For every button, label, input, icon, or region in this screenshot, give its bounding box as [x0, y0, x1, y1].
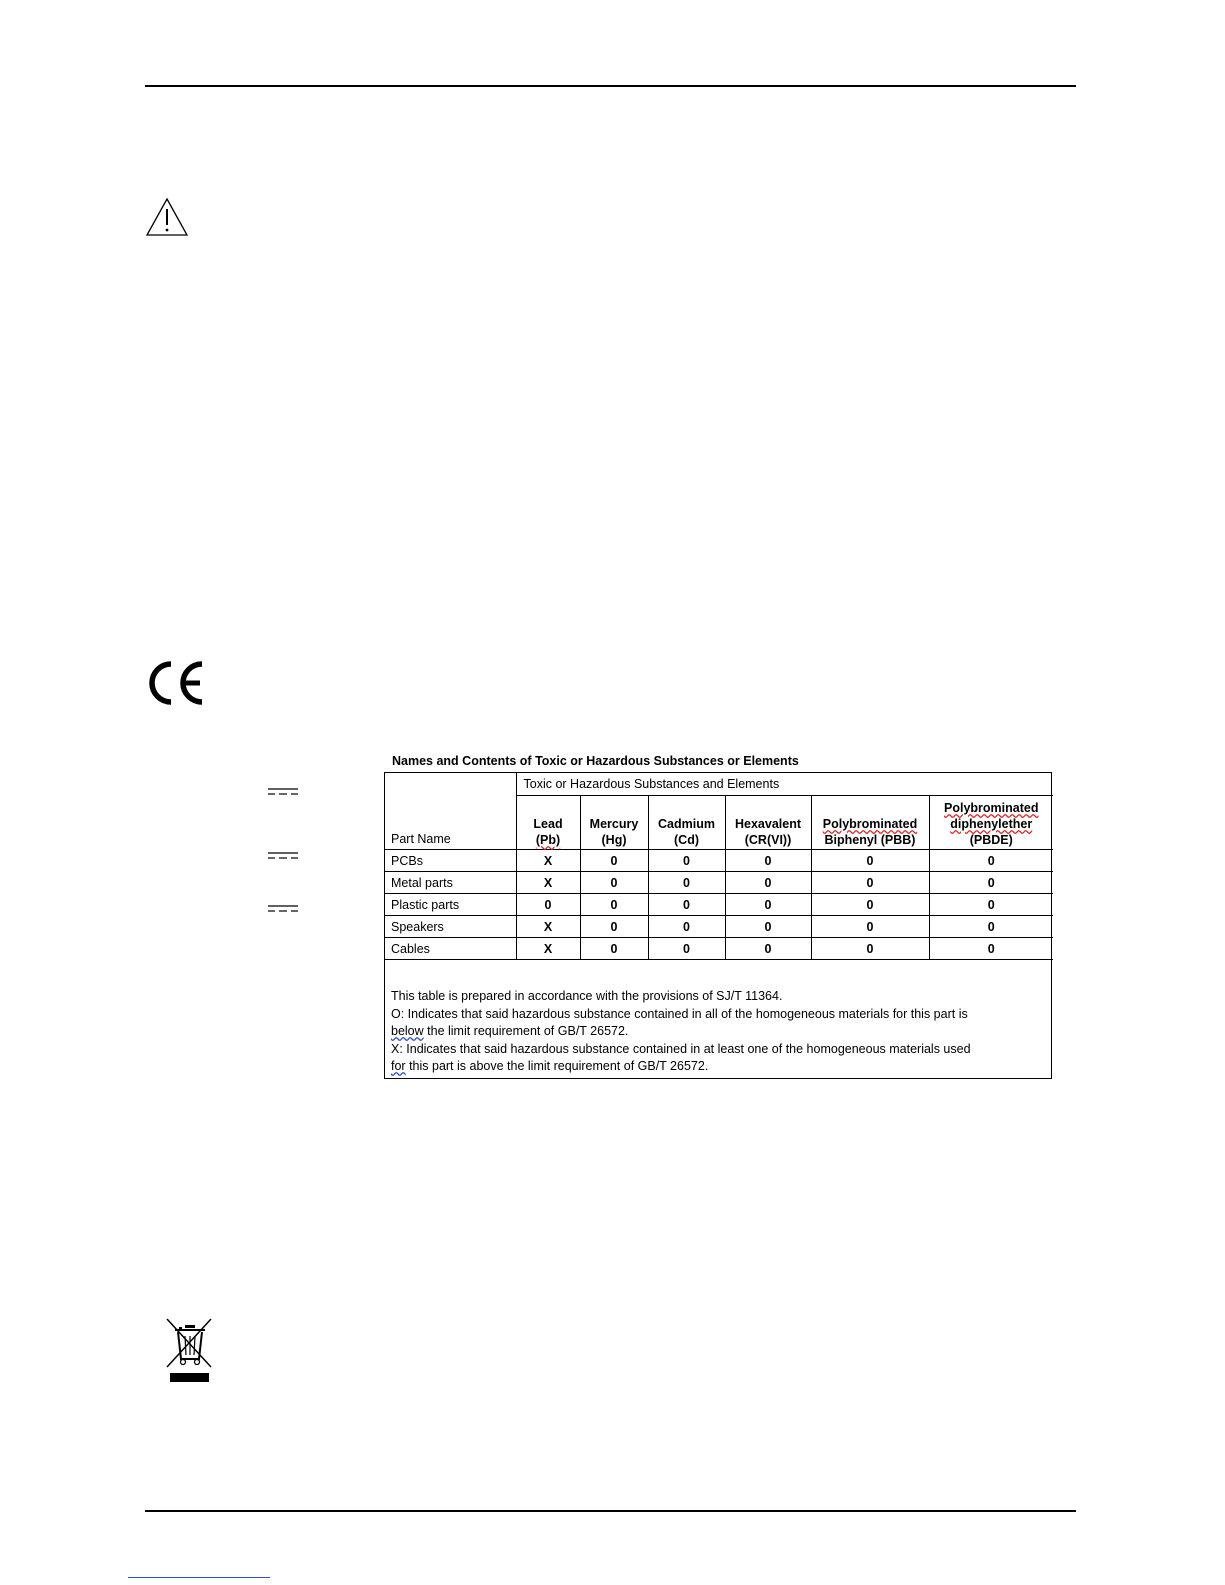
rohs-table-notes [385, 960, 1051, 1078]
substance-value-cell: 0 [725, 894, 811, 916]
note-word: for [391, 1059, 406, 1073]
footer-rule [145, 1510, 1076, 1512]
substance-value-cell: 0 [648, 916, 725, 938]
substance-value-cell: 0 [580, 850, 648, 872]
note-line: X: Indicates that said hazardous substance contained in at least one of the homogeneous materials used [391, 1041, 971, 1056]
substance-value-cell: 0 [811, 916, 929, 938]
substance-value-cell: 0 [725, 938, 811, 960]
substance-value-cell: 0 [580, 938, 648, 960]
column-header-hexavalent [725, 796, 811, 850]
column-header-line: (PBDE) [969, 833, 1013, 847]
footer-link-underline [128, 1577, 270, 1578]
dc-symbol-icon [268, 787, 298, 797]
note-text: the limit requirement of GB/T 26572. [423, 1024, 629, 1038]
note-line: O: Indicates that said hazardous substance contained in all of the homogeneous materials for this part is [391, 1006, 968, 1021]
rohs-table-box [384, 772, 1052, 1079]
dc-symbol-icon [268, 904, 298, 914]
column-header-line: Polybrominated [944, 801, 1039, 815]
substance-value-cell: X [516, 938, 580, 960]
substance-value-cell: 0 [929, 938, 1053, 960]
substance-value-cell: 0 [516, 894, 580, 916]
header-rule [145, 85, 1076, 87]
column-header-line: Lead [533, 817, 563, 831]
column-header-line: (CR(VI)) [744, 833, 792, 847]
substance-value-cell: 0 [648, 850, 725, 872]
substance-value-cell: 0 [725, 916, 811, 938]
part-name-cell: Speakers [385, 916, 516, 938]
note-line: This table is prepared in accordance with the provisions of SJ/T 11364. [391, 989, 783, 1003]
part-name-header: Part Name [385, 773, 516, 850]
substance-value-cell: 0 [929, 916, 1053, 938]
column-header-line: (Cd) [674, 833, 699, 847]
substance-value-cell: 0 [929, 894, 1053, 916]
substance-value-cell: 0 [648, 894, 725, 916]
column-header-line: Hexavalent [734, 817, 801, 831]
substance-value-cell: X [516, 850, 580, 872]
column-header-mercury [580, 796, 648, 850]
part-name-cell: Cables [385, 938, 516, 960]
column-header-line: Polybrominated [822, 817, 918, 831]
substance-value-cell: 0 [580, 916, 648, 938]
substance-value-cell: 0 [811, 894, 929, 916]
column-header-line: (Pb) [535, 833, 561, 847]
table-row [385, 938, 1053, 960]
table-row [385, 872, 1053, 894]
substances-group-header: Toxic or Hazardous Substances and Elements [516, 773, 1053, 796]
note-line [391, 1058, 1045, 1076]
substance-value-cell: X [516, 872, 580, 894]
warning-triangle-icon [145, 197, 189, 237]
rohs-table [385, 773, 1053, 960]
rohs-table-title: Names and Contents of Toxic or Hazardous Substances or Elements [392, 754, 799, 768]
column-header-line: Biphenyl (PBB) [824, 833, 916, 847]
column-header-pbde [929, 796, 1053, 850]
dc-symbol-icon [268, 851, 298, 861]
column-header-line: diphenylether [950, 817, 1033, 831]
substance-value-cell: 0 [929, 850, 1053, 872]
substance-value-cell: X [516, 916, 580, 938]
part-name-cell: PCBs [385, 850, 516, 872]
substance-value-cell: 0 [811, 872, 929, 894]
column-header-line: Mercury [589, 817, 639, 831]
substance-value-cell: 0 [929, 872, 1053, 894]
note-line [391, 1023, 1045, 1041]
substance-value-cell: 0 [725, 872, 811, 894]
column-header-cadmium [648, 796, 725, 850]
part-name-cell: Metal parts [385, 872, 516, 894]
table-row [385, 850, 1053, 872]
note-word: below [391, 1024, 424, 1038]
note-text: this part is above the limit requirement of GB/T 26572. [405, 1059, 709, 1073]
substance-value-cell: 0 [811, 850, 929, 872]
substance-value-cell: 0 [648, 872, 725, 894]
table-row [385, 894, 1053, 916]
ce-mark-icon [145, 660, 205, 706]
column-header-lead [516, 796, 580, 850]
substance-value-cell: 0 [580, 894, 648, 916]
column-header-pbb [811, 796, 929, 850]
table-row [385, 916, 1053, 938]
column-header-line: (Hg) [601, 833, 627, 847]
substance-value-cell: 0 [648, 938, 725, 960]
weee-crossed-bin-icon [165, 1315, 215, 1385]
substance-value-cell: 0 [725, 850, 811, 872]
substance-value-cell: 0 [811, 938, 929, 960]
part-name-cell: Plastic parts [385, 894, 516, 916]
substance-value-cell: 0 [580, 872, 648, 894]
column-header-line: Cadmium [658, 817, 715, 831]
